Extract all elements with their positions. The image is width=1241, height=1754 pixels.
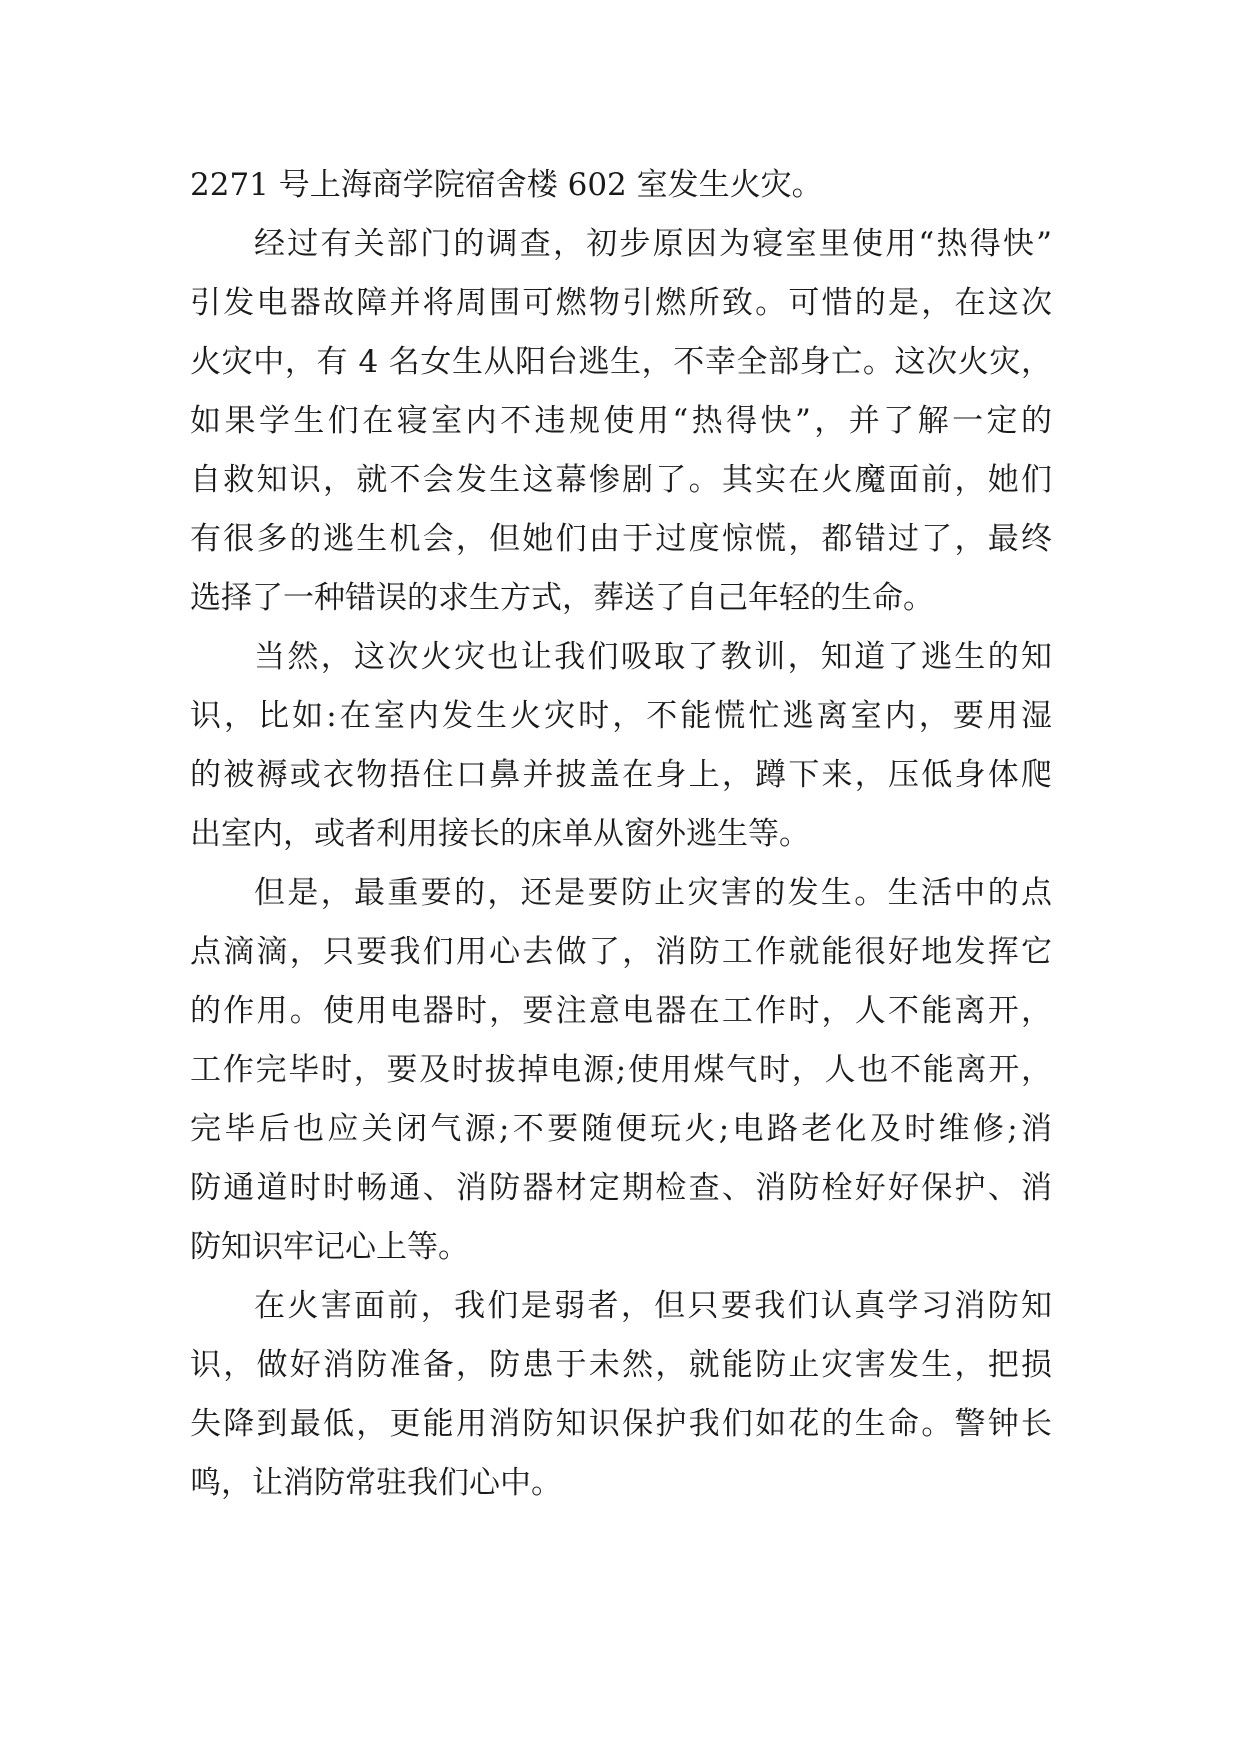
text-line: 完毕后也应关闭气源;不要随便玩火;电路老化及时维修;消 [190,1111,1052,1147]
text-line: 经过有关部门的调查，初步原因为寝室里使用“热得快” [254,226,1052,262]
text-line: 工作完毕时，要及时拔掉电源;使用煤气时，人也不能离开， [190,1052,1052,1088]
paragraph [190,628,1052,864]
text-line: 鸣，让消防常驻我们心中。 [190,1465,562,1501]
text-line: 有很多的逃生机会，但她们由于过度惊慌，都错过了，最终 [190,521,1052,557]
paragraph [190,156,1052,215]
text-line: 2271 号上海商学院宿舍楼 602 室发生火灾。 [190,167,823,203]
text-line: 火灾中，有 4 名女生从阳台逃生，不幸全部身亡。这次火灾， [190,344,1052,380]
text-line: 识，比如:在室内发生火灾时，不能慌忙逃离室内，要用湿 [190,698,1052,734]
text-line: 识，做好消防准备，防患于未然，就能防止灾害发生，把损 [190,1347,1052,1383]
text-line: 如果学生们在寝室内不违规使用“热得快”，并了解一定的 [190,403,1052,439]
text-line: 当然，这次火灾也让我们吸取了教训，知道了逃生的知 [254,639,1052,675]
text-line: 的作用。使用电器时，要注意电器在工作时，人不能离开， [190,993,1052,1029]
text-line: 在火害面前，我们是弱者，但只要我们认真学习消防知 [254,1288,1052,1324]
text-line: 防知识牢记心上等。 [190,1229,469,1265]
text-line: 出室内，或者利用接长的床单从窗外逃生等。 [190,816,810,852]
paragraph [190,864,1052,1277]
text-line: 失降到最低，更能用消防知识保护我们如花的生命。警钟长 [190,1406,1052,1442]
text-line: 引发电器故障并将周围可燃物引燃所致。可惜的是，在这次 [190,285,1052,321]
text-line: 的被褥或衣物捂住口鼻并披盖在身上，蹲下来，压低身体爬 [190,757,1052,793]
paragraph [190,215,1052,628]
text-line: 选择了一种错误的求生方式，葬送了自己年轻的生命。 [190,580,934,616]
text-line: 点滴滴，只要我们用心去做了，消防工作就能很好地发挥它 [190,934,1052,970]
paragraph [190,1277,1052,1513]
text-line: 但是，最重要的，还是要防止灾害的发生。生活中的点 [254,875,1052,911]
text-line: 自救知识，就不会发生这幕惨剧了。其实在火魔面前，她们 [190,462,1052,498]
document-body [190,156,1052,1513]
text-line: 防通道时时畅通、消防器材定期检查、消防栓好好保护、消 [190,1170,1052,1206]
